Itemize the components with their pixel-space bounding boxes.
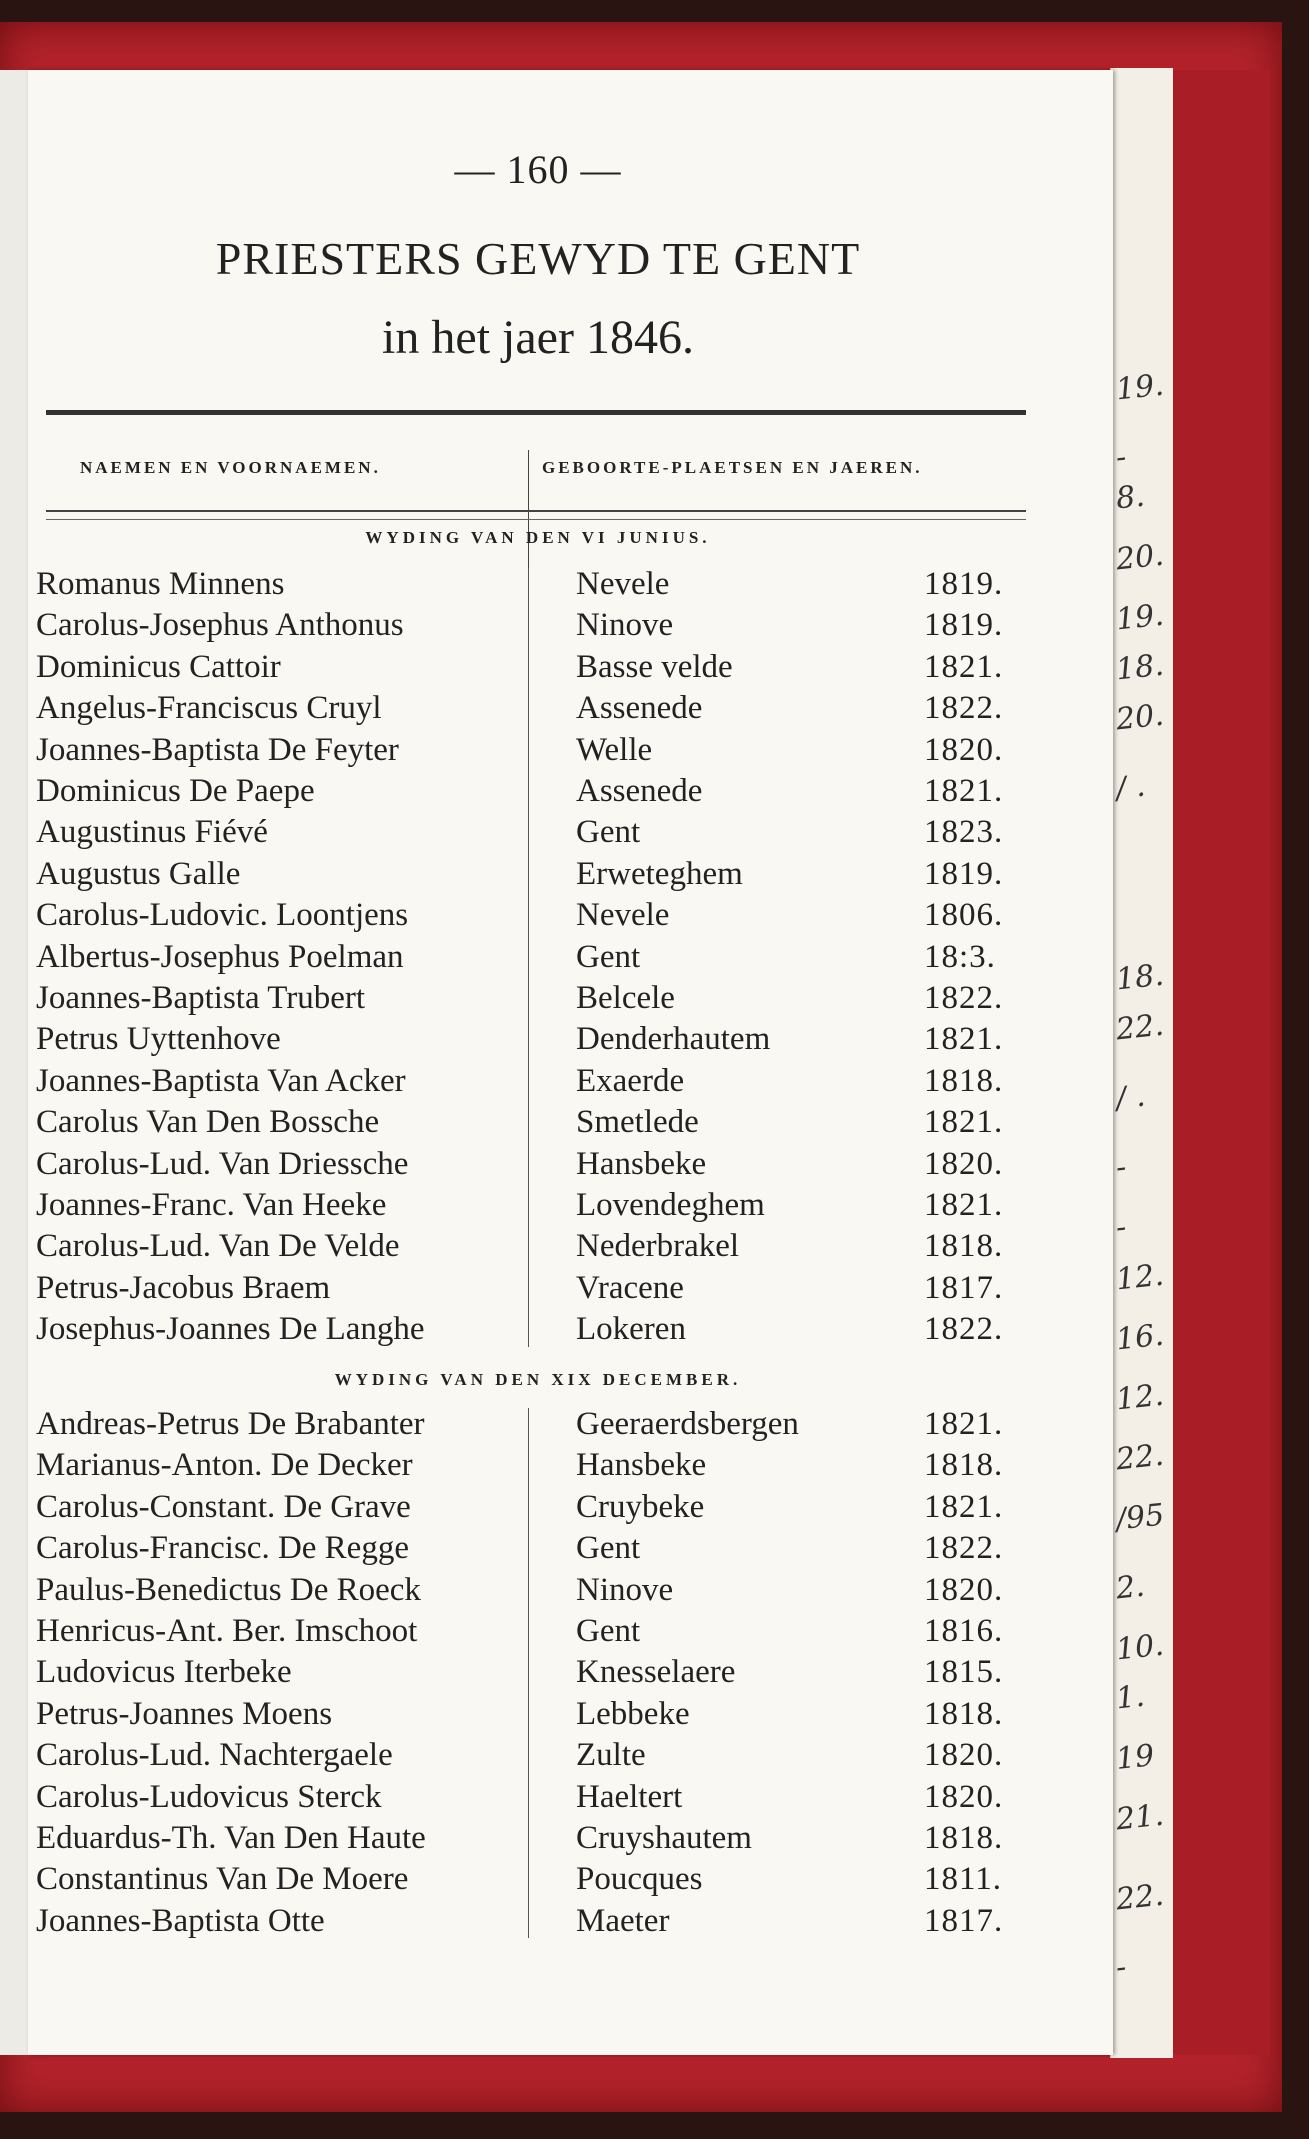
row-year: 1818. bbox=[924, 1228, 1004, 1265]
row-place: Basse velde bbox=[576, 648, 733, 685]
row-place: Welle bbox=[576, 731, 653, 768]
table-row bbox=[28, 1487, 1113, 1528]
row-place: Poucques bbox=[576, 1861, 703, 1898]
table-row bbox=[28, 1019, 1113, 1060]
page-subtitle: in het jaer 1846. bbox=[382, 311, 694, 364]
row-name: Petrus Uyttenhove bbox=[36, 1021, 281, 1058]
table-row bbox=[28, 1735, 1113, 1776]
margin-note: 8. bbox=[1114, 478, 1147, 517]
table-row bbox=[28, 771, 1113, 812]
row-place: Lokeren bbox=[576, 1311, 686, 1348]
row-year: 1817. bbox=[924, 1269, 1004, 1306]
row-place: Lebbeke bbox=[576, 1695, 690, 1732]
row-place: Gent bbox=[576, 814, 641, 851]
row-place: Assenede bbox=[576, 690, 703, 727]
row-year: 1819. bbox=[924, 607, 1004, 644]
margin-note: - bbox=[1114, 1209, 1128, 1246]
margin-note: 22. bbox=[1114, 1007, 1166, 1048]
page-number: — 160 — bbox=[454, 147, 622, 192]
margin-note: 12. bbox=[1114, 1257, 1166, 1298]
row-year: 1818. bbox=[924, 1447, 1004, 1484]
margin-note: 10. bbox=[1114, 1627, 1166, 1668]
margin-note: 19. bbox=[1114, 597, 1166, 638]
table-row bbox=[28, 1859, 1113, 1900]
row-name: Romanus Minnens bbox=[36, 566, 285, 602]
table-row bbox=[28, 1226, 1113, 1267]
table-row bbox=[28, 1652, 1113, 1693]
column-header-names: NAEMEN EN VOORNAEMEN. bbox=[80, 458, 381, 477]
row-year: 1819. bbox=[924, 566, 1004, 602]
row-place: Cruybeke bbox=[576, 1488, 705, 1525]
row-name: Carolus-Josephus Anthonus bbox=[36, 607, 404, 644]
row-place: Hansbeke bbox=[576, 1145, 707, 1182]
title-rule bbox=[46, 410, 1026, 415]
row-place: Nevele bbox=[576, 897, 670, 934]
row-place: Zulte bbox=[576, 1737, 646, 1774]
row-name: Constantinus Van De Moere bbox=[36, 1861, 409, 1898]
table-row bbox=[28, 937, 1113, 978]
row-name: Josephus-Joannes De Langhe bbox=[36, 1311, 425, 1348]
row-year: 1821. bbox=[924, 1488, 1004, 1525]
row-place: Ninove bbox=[576, 1571, 674, 1608]
row-name: Dominicus Cattoir bbox=[36, 648, 281, 685]
table-row bbox=[28, 688, 1113, 729]
margin-note: - bbox=[1114, 1149, 1128, 1186]
table-row bbox=[28, 1404, 1113, 1445]
row-year: 1821. bbox=[924, 1406, 1004, 1442]
row-name: Joannes-Franc. Van Heeke bbox=[36, 1187, 387, 1223]
margin-note: 18. bbox=[1114, 647, 1166, 688]
row-name: Angelus-Franciscus Cruyl bbox=[36, 690, 382, 727]
table-row bbox=[28, 1445, 1113, 1486]
table-row bbox=[28, 1268, 1113, 1309]
table-row bbox=[28, 1144, 1113, 1185]
row-year: 1822. bbox=[924, 1530, 1004, 1567]
row-name: Marianus-Anton. De Decker bbox=[36, 1447, 413, 1484]
row-name: Paulus-Benedictus De Roeck bbox=[36, 1571, 421, 1608]
table-row bbox=[28, 854, 1113, 895]
row-year: 1820. bbox=[924, 1145, 1004, 1182]
table-row bbox=[28, 978, 1113, 1019]
margin-note: 12. bbox=[1114, 1377, 1166, 1418]
row-name: Augustus Galle bbox=[36, 855, 241, 892]
table-row bbox=[28, 1061, 1113, 1102]
row-year: 1818. bbox=[924, 1695, 1004, 1732]
margin-note: 22. bbox=[1114, 1877, 1166, 1918]
row-year: 1811. bbox=[924, 1861, 1003, 1898]
margin-note: 20. bbox=[1114, 697, 1166, 738]
row-name: Joannes-Baptista De Feyter bbox=[36, 731, 399, 768]
row-year: 1821. bbox=[924, 1104, 1004, 1141]
table-row bbox=[28, 730, 1113, 771]
row-name: Carolus-Constant. De Grave bbox=[36, 1488, 411, 1525]
row-place: Nederbrakel bbox=[576, 1228, 740, 1265]
row-place: Haeltert bbox=[576, 1778, 683, 1815]
row-year: 1820. bbox=[924, 1737, 1004, 1774]
row-year: 1820. bbox=[924, 731, 1004, 768]
row-place: Geeraerdsbergen bbox=[576, 1406, 799, 1442]
row-name: Albertus-Josephus Poelman bbox=[36, 938, 404, 975]
row-place: Assenede bbox=[576, 773, 703, 809]
row-place: Gent bbox=[576, 1613, 641, 1649]
row-place: Exaerde bbox=[576, 1062, 685, 1099]
row-place: Belcele bbox=[576, 980, 675, 1016]
table-row bbox=[28, 605, 1113, 646]
table-row bbox=[28, 1102, 1113, 1143]
row-name: Andreas-Petrus De Brabanter bbox=[36, 1406, 425, 1442]
margin-note: 2. bbox=[1114, 1568, 1147, 1607]
margin-note: 16. bbox=[1114, 1317, 1166, 1358]
margin-note: - bbox=[1114, 439, 1128, 476]
table-row bbox=[28, 812, 1113, 853]
margin-note: 1. bbox=[1114, 1678, 1147, 1717]
row-year: 1822. bbox=[924, 1311, 1004, 1348]
table-row bbox=[28, 895, 1113, 936]
row-place: Ninove bbox=[576, 607, 674, 644]
row-year: 1821. bbox=[924, 1021, 1004, 1058]
margin-note: / . bbox=[1114, 768, 1147, 807]
margin-note: 21. bbox=[1114, 1797, 1166, 1838]
row-year: 18:3. bbox=[924, 938, 996, 975]
row-name: Carolus-Ludovic. Loontjens bbox=[36, 897, 409, 934]
row-name: Eduardus-Th. Van Den Haute bbox=[36, 1820, 426, 1856]
row-name: Joannes-Baptista Otte bbox=[36, 1902, 325, 1939]
table-row bbox=[28, 1309, 1113, 1350]
row-place: Gent bbox=[576, 938, 641, 975]
row-year: 1821. bbox=[924, 1187, 1004, 1223]
row-year: 1820. bbox=[924, 1571, 1004, 1608]
row-name: Carolus-Lud. Van Driessche bbox=[36, 1145, 409, 1182]
row-place: Maeter bbox=[576, 1902, 670, 1939]
header-rule bbox=[46, 510, 1026, 512]
row-year: 1821. bbox=[924, 648, 1004, 685]
table-row bbox=[28, 1901, 1113, 1942]
margin-note: 20. bbox=[1114, 537, 1166, 578]
row-name: Petrus-Joannes Moens bbox=[36, 1695, 333, 1732]
row-name: Joannes-Baptista Van Acker bbox=[36, 1062, 406, 1099]
section-heading: WYDING VAN DEN VI JUNIUS. bbox=[365, 528, 711, 547]
row-place: Lovendeghem bbox=[576, 1187, 765, 1223]
margin-note: /95 bbox=[1114, 1497, 1166, 1538]
margin-note: 19. bbox=[1114, 367, 1166, 408]
row-year: 1817. bbox=[924, 1902, 1004, 1939]
row-year: 1806. bbox=[924, 897, 1004, 934]
binding-strip bbox=[0, 70, 29, 2055]
section-heading: WYDING VAN DEN XIX DECEMBER. bbox=[334, 1370, 742, 1389]
row-place: Smetlede bbox=[576, 1104, 699, 1141]
margin-note: 22. bbox=[1114, 1437, 1166, 1478]
row-year: 1820. bbox=[924, 1778, 1004, 1815]
row-year: 1818. bbox=[924, 1062, 1004, 1099]
margin-note: 19 bbox=[1114, 1738, 1156, 1777]
row-name: Dominicus De Paepe bbox=[36, 773, 315, 809]
document-page bbox=[28, 70, 1113, 2055]
column-header-places: GEBOORTE-PLAETSEN EN JAEREN. bbox=[542, 458, 923, 477]
row-name: Augustinus Fiévé bbox=[36, 814, 268, 851]
row-place: Gent bbox=[576, 1530, 641, 1567]
row-year: 1815. bbox=[924, 1654, 1004, 1691]
row-name: Carolus-Francisc. De Regge bbox=[36, 1530, 409, 1567]
row-name: Carolus-Lud. Nachtergaele bbox=[36, 1737, 393, 1774]
row-year: 1822. bbox=[924, 690, 1004, 727]
table-row bbox=[28, 1818, 1113, 1859]
margin-note: / . bbox=[1114, 1078, 1147, 1117]
row-place: Nevele bbox=[576, 566, 670, 602]
row-year: 1821. bbox=[924, 773, 1004, 809]
table-row bbox=[28, 1694, 1113, 1735]
row-place: Cruyshautem bbox=[576, 1820, 752, 1856]
table-row bbox=[28, 647, 1113, 688]
table-row bbox=[28, 1570, 1113, 1611]
row-name: Carolus Van Den Bossche bbox=[36, 1104, 380, 1141]
row-year: 1818. bbox=[924, 1820, 1004, 1856]
row-place: Denderhautem bbox=[576, 1021, 771, 1058]
row-name: Henricus-Ant. Ber. Imschoot bbox=[36, 1613, 418, 1649]
row-name: Ludovicus Iterbeke bbox=[36, 1654, 292, 1691]
row-name: Joannes-Baptista Trubert bbox=[36, 980, 366, 1016]
table-row bbox=[28, 564, 1113, 605]
row-place: Erweteghem bbox=[576, 855, 743, 892]
header-rule-secondary bbox=[46, 519, 1026, 520]
row-place: Vracene bbox=[576, 1269, 684, 1306]
row-place: Knesselaere bbox=[576, 1654, 736, 1691]
page-title: PRIESTERS GEWYD TE GENT bbox=[215, 233, 861, 284]
row-place: Hansbeke bbox=[576, 1447, 707, 1484]
row-year: 1816. bbox=[924, 1613, 1004, 1649]
margin-note: 18. bbox=[1114, 957, 1166, 998]
row-name: Petrus-Jacobus Braem bbox=[36, 1269, 331, 1306]
row-year: 1819. bbox=[924, 855, 1004, 892]
table-row bbox=[28, 1611, 1113, 1652]
row-name: Carolus-Ludovicus Sterck bbox=[36, 1778, 382, 1815]
row-year: 1823. bbox=[924, 814, 1004, 851]
table-row bbox=[28, 1185, 1113, 1226]
row-year: 1822. bbox=[924, 980, 1004, 1016]
margin-note: - bbox=[1114, 1949, 1128, 1986]
table-row bbox=[28, 1777, 1113, 1818]
row-name: Carolus-Lud. Van De Velde bbox=[36, 1228, 400, 1265]
table-row bbox=[28, 1528, 1113, 1569]
